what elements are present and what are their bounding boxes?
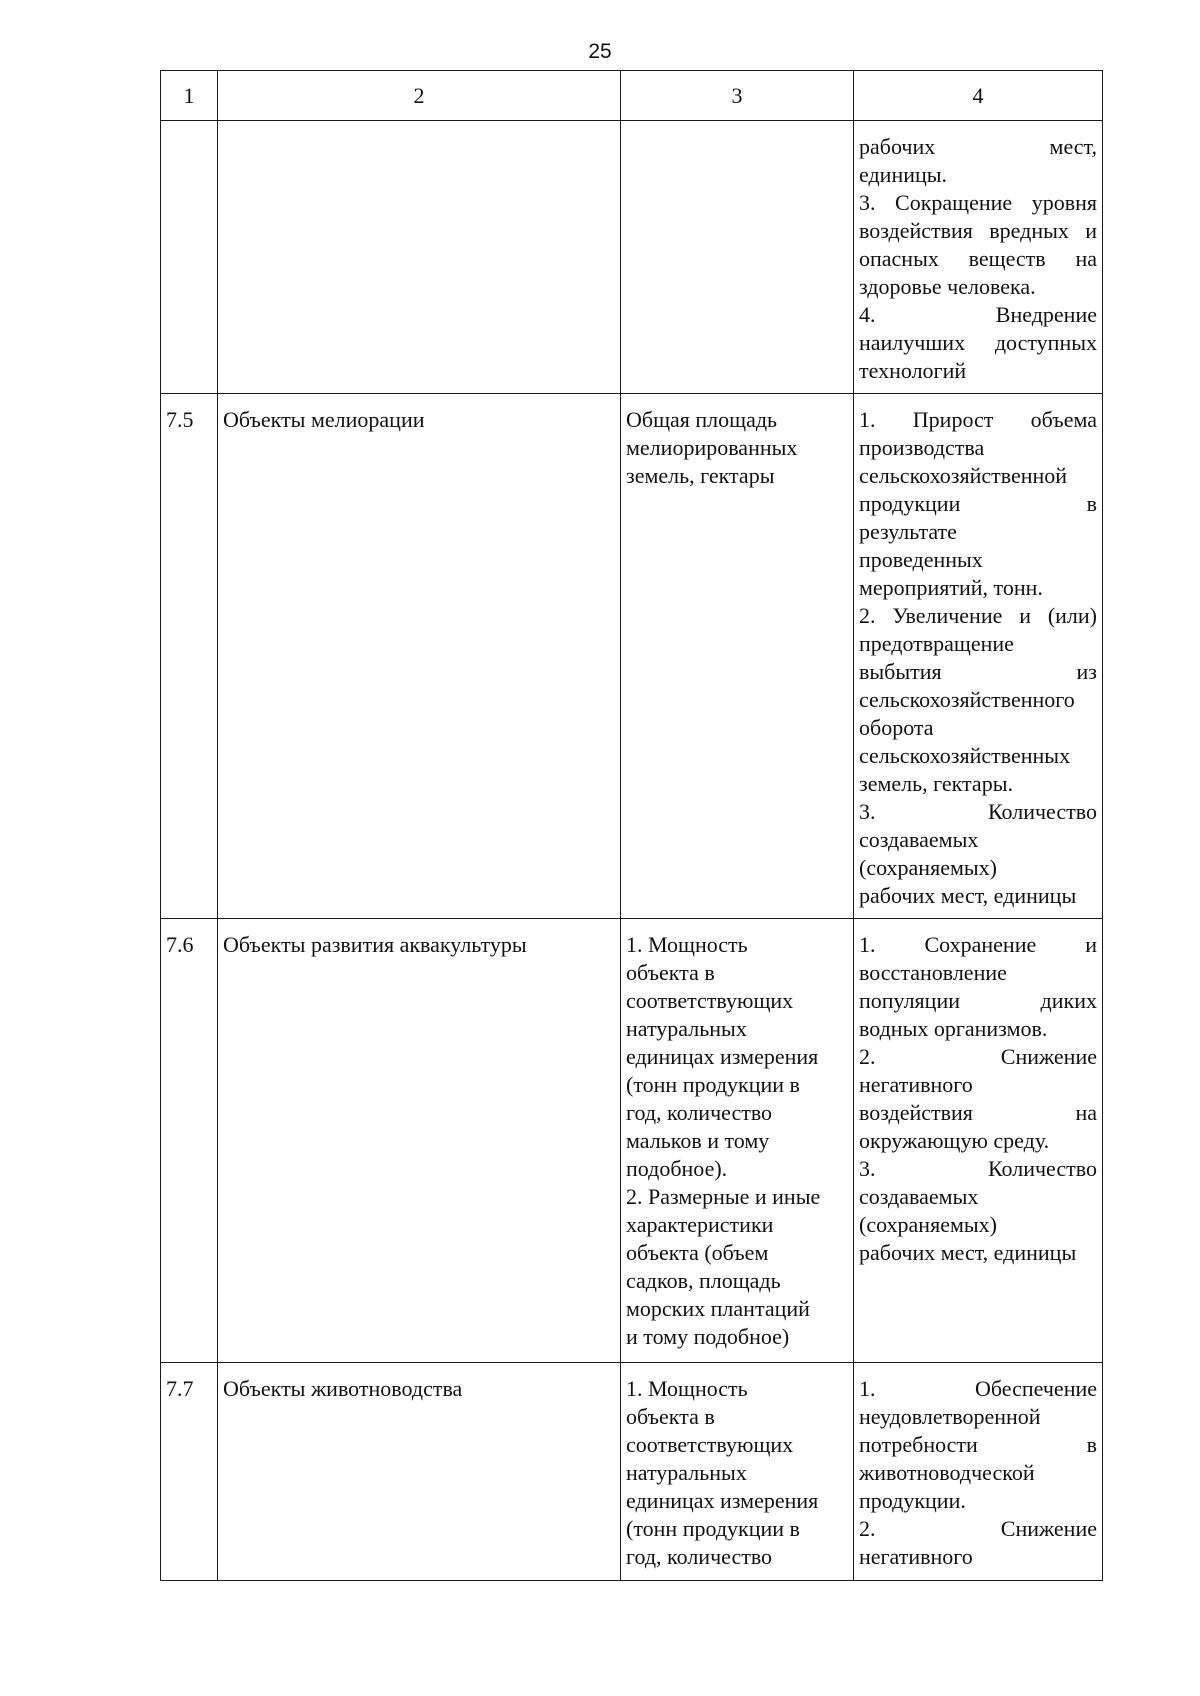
indicator-line: 2. Размерные и иные [626, 1184, 821, 1209]
effect-cell [854, 121, 1103, 394]
effect-line: создаваемых [859, 1184, 979, 1209]
table-row [161, 121, 1103, 394]
indicator-line: (тонн продукции в [626, 1072, 800, 1097]
indicator-line: мальков и тому [626, 1128, 770, 1153]
effect-line: 1. Обеспечение [859, 1376, 1097, 1401]
effect-line: (сохраняемых) [859, 855, 997, 880]
effect-line: 2. Снижение [859, 1044, 1097, 1069]
object-cell: Объекты развития аквакультуры [218, 919, 621, 1363]
effect-line: создаваемых [859, 827, 979, 852]
effect-line: 3. Сокращение уровня [859, 190, 1097, 215]
table-header-row [161, 71, 1103, 121]
effect-line: продукции в [859, 491, 1097, 516]
effect-line: рабочих мест, [859, 134, 1097, 159]
effect-line: негативного [859, 1544, 973, 1569]
effect-line: здоровье человека. [859, 274, 1036, 299]
indicator-cell [621, 394, 854, 919]
indicator-line: морских плантаций [626, 1296, 810, 1321]
effect-line: 1. Прирост объема [859, 407, 1097, 432]
effect-line: земель, гектары. [859, 771, 1013, 796]
document-table [160, 70, 1103, 1581]
effect-line: восстановление [859, 960, 1007, 985]
indicator-line: натуральных [626, 1460, 747, 1485]
indicator-line: подобное). [626, 1156, 728, 1181]
effect-line: единицы. [859, 162, 948, 187]
indicator-line: земель, гектары [626, 463, 775, 488]
effect-line: воздействия на [859, 1100, 1097, 1125]
effect-line: предотвращение [859, 631, 1014, 656]
row-number-cell: 7.6 [161, 919, 218, 1363]
effect-line: сельскохозяйственных [859, 743, 1071, 768]
page-number: 25 [588, 40, 612, 63]
indicator-line: и тому подобное) [626, 1324, 790, 1349]
effect-line: 3. Количество [859, 1156, 1097, 1181]
indicator-line: 1. Мощность [626, 932, 748, 957]
indicator-line: соответствующих [626, 988, 794, 1013]
indicator-line: соответствующих [626, 1432, 794, 1457]
row-number-cell: 7.5 [161, 394, 218, 919]
indicator-line: год, количество [626, 1100, 773, 1125]
header-cell-2: 2 [218, 71, 621, 121]
effect-line: неудовлетворенной [859, 1404, 1041, 1429]
effect-line: окружающую среду. [859, 1128, 1050, 1153]
effect-line: рабочих мест, единицы [859, 1240, 1077, 1265]
effect-line: наилучших доступных [859, 330, 1097, 355]
object-cell: Объекты животноводства [218, 1363, 621, 1581]
effect-cell [854, 394, 1103, 919]
indicator-cell [621, 121, 854, 394]
effect-line: мероприятий, тонн. [859, 575, 1043, 600]
indicator-line: год, количество [626, 1544, 773, 1569]
effect-cell [854, 1363, 1103, 1581]
row-number-cell: 7.7 [161, 1363, 218, 1581]
effect-line: 2. Увеличение и (или) [859, 603, 1097, 628]
table-row [161, 919, 1103, 1363]
object-cell: Объекты мелиорации [218, 394, 621, 919]
indicator-line: (тонн продукции в [626, 1516, 800, 1541]
indicator-line: садков, площадь [626, 1268, 781, 1293]
indicator-line: Общая площадь [626, 407, 778, 432]
indicator-line: объекта в [626, 1404, 715, 1429]
effect-line: технологий [859, 358, 967, 383]
effect-line: сельскохозяйственного [859, 687, 1075, 712]
indicator-line: единицах измерения [626, 1488, 819, 1513]
effect-line: выбытия из [859, 659, 1097, 684]
indicator-line: единицах измерения [626, 1044, 819, 1069]
indicator-line: объекта (объем [626, 1240, 769, 1265]
effect-line: продукции. [859, 1488, 966, 1513]
effect-line: 4. Внедрение [859, 302, 1097, 327]
effect-line: производства [859, 435, 985, 460]
effect-line: рабочих мест, единицы [859, 883, 1077, 908]
effect-line: 1. Сохранение и [859, 932, 1097, 957]
indicator-line: объекта в [626, 960, 715, 985]
effect-cell [854, 919, 1103, 1363]
header-cell-1: 1 [161, 71, 218, 121]
table-row [161, 1363, 1103, 1581]
effect-line: популяции диких [859, 988, 1097, 1013]
indicator-line: натуральных [626, 1016, 747, 1041]
indicator-line: 1. Мощность [626, 1376, 748, 1401]
indicator-line: характеристики [626, 1212, 774, 1237]
effect-line: оборота [859, 715, 934, 740]
effect-line: водных организмов. [859, 1016, 1048, 1041]
row-number-cell [161, 121, 218, 394]
effect-line: (сохраняемых) [859, 1212, 997, 1237]
effect-line: 2. Снижение [859, 1516, 1097, 1541]
indicator-cell [621, 1363, 854, 1581]
effect-line: негативного [859, 1072, 973, 1097]
effect-line: потребности в [859, 1432, 1097, 1457]
effect-line: животноводческой [859, 1460, 1035, 1485]
table-row [161, 394, 1103, 919]
object-cell [218, 121, 621, 394]
indicator-cell [621, 919, 854, 1363]
effect-line: проведенных [859, 547, 983, 572]
effect-line: 3. Количество [859, 799, 1097, 824]
header-cell-4: 4 [854, 71, 1103, 121]
effect-line: опасных веществ на [859, 246, 1097, 271]
indicator-line: мелиорированных [626, 435, 798, 460]
effect-line: результате [859, 519, 957, 544]
effect-line: воздействия вредных и [859, 218, 1097, 243]
effect-line: сельскохозяйственной [859, 463, 1068, 488]
header-cell-3: 3 [621, 71, 854, 121]
